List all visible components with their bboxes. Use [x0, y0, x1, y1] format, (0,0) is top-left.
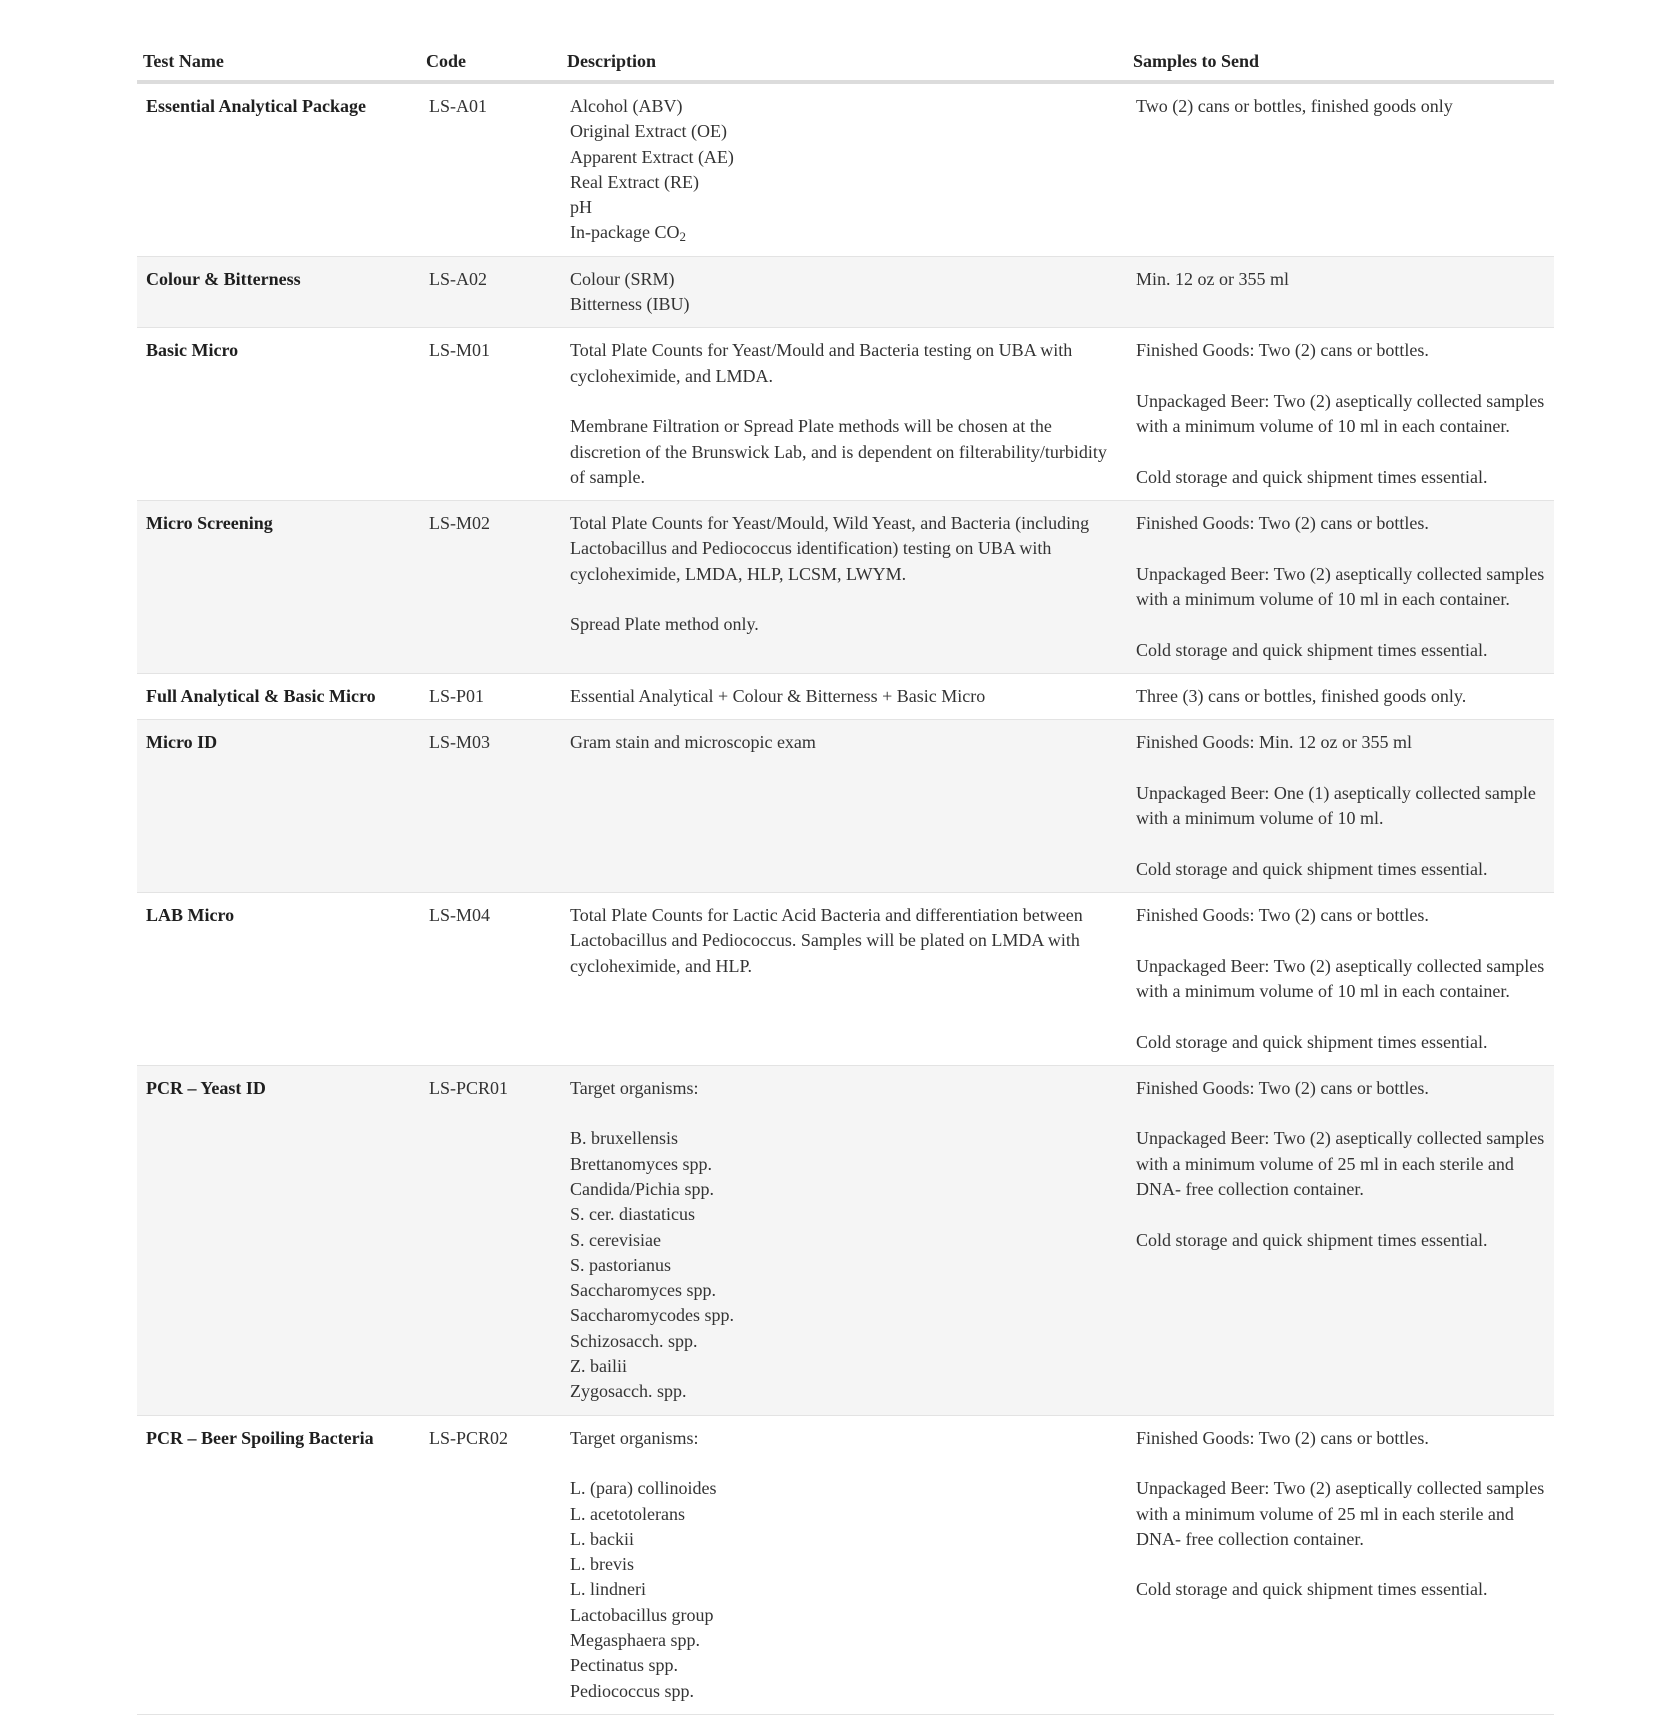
description-line: Apparent Extract (AE) [570, 146, 734, 167]
organism-item: Brettanomyces spp. [570, 1153, 712, 1174]
header-samples: Samples to Send [1127, 45, 1554, 82]
table-row [137, 256, 1554, 328]
organism-item: Pediococcus spp. [570, 1680, 694, 1701]
test-name-cell: Basic Micro [137, 328, 420, 501]
organism-list [570, 1126, 1119, 1404]
samples-paragraph: Finished Goods: Two (2) cans or bottles. [1136, 513, 1429, 534]
organism-item: B. bruxellensis [570, 1128, 678, 1149]
test-name-cell: Colour & Bitterness [137, 256, 420, 328]
organism-item: L. (para) collinoides [570, 1478, 717, 1499]
table-header [137, 45, 1554, 82]
organism-item: L. backii [570, 1528, 634, 1549]
samples-paragraph: Finished Goods: Two (2) cans or bottles. [1136, 905, 1429, 926]
samples-cell [1127, 501, 1554, 674]
organism-item: Pectinatus spp. [570, 1655, 678, 1676]
description-cell [561, 893, 1127, 1066]
description-line-co2 [570, 220, 1119, 245]
description-line: pH [570, 197, 592, 218]
header-code: Code [420, 45, 561, 82]
table-body [137, 82, 1554, 1714]
test-name-cell: Micro ID [137, 720, 420, 893]
organism-item: Zygosacch. spp. [570, 1381, 687, 1402]
description-cell [561, 328, 1127, 501]
organism-item: S. pastorianus [570, 1254, 671, 1275]
header-test-name: Test Name [137, 45, 420, 82]
samples-cell [1127, 1065, 1554, 1415]
table-row [137, 1065, 1554, 1415]
samples-paragraph: Cold storage and quick shipment times essential. [1136, 639, 1488, 660]
samples-paragraph: Cold storage and quick shipment times essential. [1136, 858, 1488, 879]
organism-item: L. lindneri [570, 1579, 646, 1600]
table-row [137, 1415, 1554, 1714]
test-name-cell: PCR – Beer Spoiling Bacteria [137, 1415, 420, 1714]
description-cell [561, 256, 1127, 328]
samples-cell [1127, 82, 1554, 256]
description-paragraph: Spread Plate method only. [570, 614, 759, 635]
description-line: Bitterness (IBU) [570, 294, 690, 315]
description-line: Alcohol (ABV) [570, 96, 683, 116]
table-row [137, 501, 1554, 674]
description-cell [561, 501, 1127, 674]
samples-cell [1127, 1415, 1554, 1714]
header-description: Description [561, 45, 1127, 82]
organism-item: L. brevis [570, 1554, 634, 1575]
samples-cell [1127, 328, 1554, 501]
organism-item: Megasphaera spp. [570, 1630, 700, 1651]
description-cell [561, 1415, 1127, 1714]
test-name-cell: Micro Screening [137, 501, 420, 674]
samples-paragraph: Unpackaged Beer: Two (2) aseptically collected samples with a minimum volume of 25 ml in each sterile and DNA- free collection container. [1136, 1128, 1545, 1199]
code-cell: LS-M01 [420, 328, 561, 501]
description-line: Original Extract (OE) [570, 121, 727, 142]
code-cell: LS-M04 [420, 893, 561, 1066]
organism-list [570, 1476, 1119, 1704]
code-cell: LS-PCR01 [420, 1065, 561, 1415]
samples-paragraph: Unpackaged Beer: Two (2) aseptically collected samples with a minimum volume of 25 ml in each sterile and DNA- free collection container. [1136, 1478, 1545, 1549]
samples-paragraph: Unpackaged Beer: Two (2) aseptically collected samples with a minimum volume of 10 ml in each container. [1136, 563, 1545, 610]
table-row [137, 893, 1554, 1066]
description-paragraph: Total Plate Counts for Yeast/Mould, Wild Yeast, and Bacteria (including Lactobacillus and Pediococcus identification) testing on UBA with cycloheximide, LMDA, HLP, LCSM, LWYM. [570, 513, 1090, 584]
code-cell: LS-PCR02 [420, 1415, 561, 1714]
organism-item: Saccharomyces spp. [570, 1280, 716, 1301]
lab-tests-table [137, 45, 1554, 1715]
table-row [137, 673, 1554, 719]
samples-cell [1127, 673, 1554, 719]
samples-paragraph: Unpackaged Beer: Two (2) aseptically collected samples with a minimum volume of 10 ml in each container. [1136, 955, 1545, 1001]
description-paragraph: Total Plate Counts for Lactic Acid Bacteria and differentiation between Lactobacillus and Pediococcus. Samples will be plated on LMDA with cycloheximide, and HLP. [570, 905, 1083, 976]
organism-item: S. cer. diastaticus [570, 1204, 695, 1225]
description-intro: Target organisms: [570, 1077, 699, 1098]
test-name-cell: LAB Micro [137, 893, 420, 1066]
samples-paragraph: Unpackaged Beer: Two (2) aseptically collected samples with a minimum volume of 10 ml in each container. [1136, 390, 1545, 437]
code-cell: LS-M03 [420, 720, 561, 893]
samples-cell [1127, 720, 1554, 893]
description-intro: Target organisms: [570, 1427, 699, 1448]
organism-item: Candida/Pichia spp. [570, 1178, 714, 1199]
samples-paragraph: Finished Goods: Two (2) cans or bottles. [1136, 1427, 1429, 1448]
organism-item: Schizosacch. spp. [570, 1330, 698, 1351]
samples-paragraph: Finished Goods: Two (2) cans or bottles. [1136, 1077, 1429, 1098]
samples-paragraph: Cold storage and quick shipment times essential. [1136, 1229, 1488, 1250]
samples-paragraph: Cold storage and quick shipment times essential. [1136, 466, 1488, 487]
description-cell [561, 720, 1127, 893]
organism-item: S. cerevisiae [570, 1229, 661, 1250]
organism-item: Lactobacillus group [570, 1604, 714, 1625]
description-paragraph: Membrane Filtration or Spread Plate methods will be chosen at the discretion of the Brunswick Lab, and is dependent on filterability/turbidity of sample. [570, 416, 1107, 487]
description-line: Real Extract (RE) [570, 171, 699, 192]
test-name-cell: PCR – Yeast ID [137, 1065, 420, 1415]
test-name-cell: Essential Analytical Package [137, 82, 420, 256]
samples-paragraph: Finished Goods: Two (2) cans or bottles. [1136, 340, 1429, 361]
samples-paragraph: Cold storage and quick shipment times essential. [1136, 1579, 1488, 1600]
organism-item: Saccharomycodes spp. [570, 1305, 734, 1326]
description-cell [561, 673, 1127, 719]
samples-paragraph: Cold storage and quick shipment times essential. [1136, 1031, 1488, 1052]
description-paragraph: Gram stain and microscopic exam [570, 732, 816, 753]
organism-item: L. acetotolerans [570, 1503, 685, 1524]
samples-paragraph: Two (2) cans or bottles, finished goods only [1136, 96, 1453, 116]
description-paragraph: Total Plate Counts for Yeast/Mould and Bacteria testing on UBA with cycloheximide, and LMDA. [570, 340, 1073, 386]
description-line: Colour (SRM) [570, 268, 675, 289]
description-cell [561, 82, 1127, 256]
co2-subscript: 2 [679, 229, 686, 245]
samples-paragraph: Three (3) cans or bottles, finished goods only. [1136, 685, 1467, 706]
description-paragraph: Essential Analytical + Colour & Bitterness + Basic Micro [570, 685, 986, 706]
organism-item: Z. bailii [570, 1356, 627, 1377]
code-cell: LS-A01 [420, 82, 561, 256]
co2-text: In-package CO [570, 222, 680, 243]
header-row [137, 45, 1554, 82]
table-row [137, 82, 1554, 256]
test-table-container [137, 45, 1554, 1715]
samples-cell [1127, 893, 1554, 1066]
table-row [137, 328, 1554, 501]
code-cell: LS-P01 [420, 673, 561, 719]
description-cell [561, 1065, 1127, 1415]
test-name-cell: Full Analytical & Basic Micro [137, 673, 420, 719]
samples-paragraph: Min. 12 oz or 355 ml [1136, 268, 1289, 289]
table-row [137, 720, 1554, 893]
code-cell: LS-M02 [420, 501, 561, 674]
samples-cell [1127, 256, 1554, 328]
samples-paragraph: Unpackaged Beer: One (1) aseptically collected sample with a minimum volume of 10 ml. [1136, 782, 1536, 829]
samples-paragraph: Finished Goods: Min. 12 oz or 355 ml [1136, 732, 1413, 753]
code-cell: LS-A02 [420, 256, 561, 328]
